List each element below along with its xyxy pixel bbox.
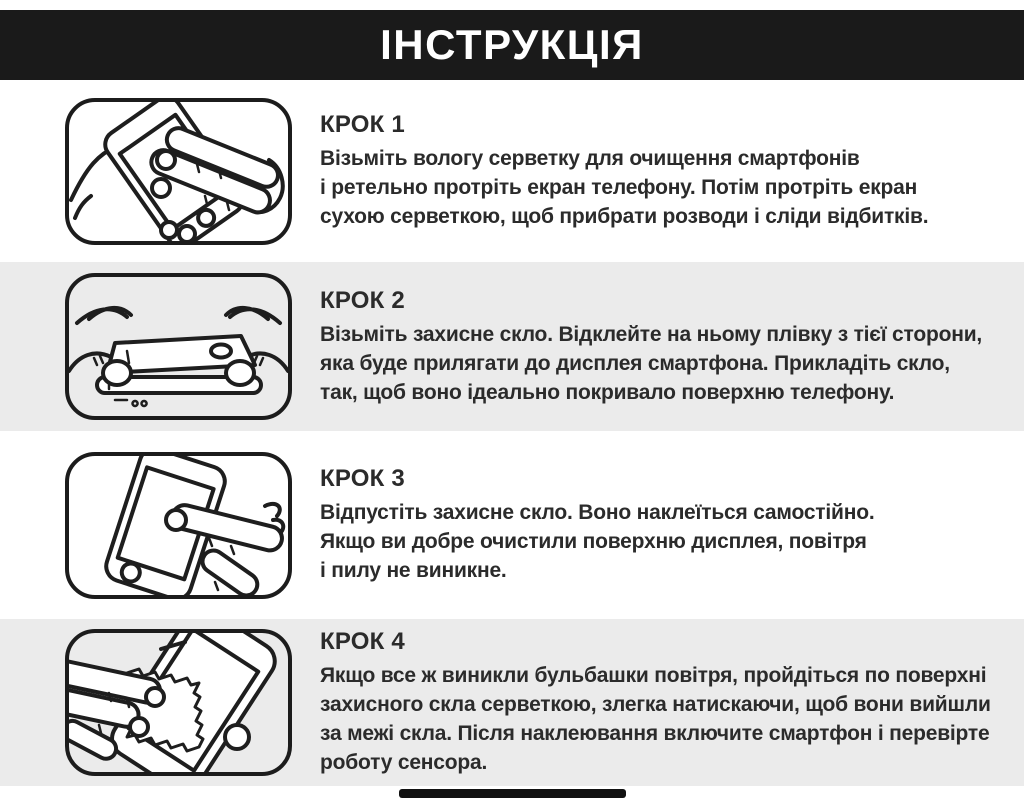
top-spacer [0, 0, 1024, 10]
step-1-line-1: Візьміть вологу серветку для очищення смартфонів [320, 147, 860, 170]
step-2-line-3: так, щоб воно ідеально покривало поверхню телефону. [320, 380, 895, 404]
step-3-line-2: Якщо ви добре очистили поверхню дисплея, повітря [320, 530, 867, 553]
align-glass-over-phone-icon [69, 277, 288, 416]
step-3-figure [65, 452, 292, 599]
step-4-figure [65, 629, 292, 776]
footer [0, 786, 1024, 800]
step-4-line-4: роботу сенсора. [320, 751, 488, 774]
wipe-phone-with-cloth-icon [69, 102, 288, 241]
step-4-section [0, 619, 1024, 786]
step-4-line-2: захисного скла серветкою, злегка натискаючи, щоб вони вийшли [320, 693, 991, 716]
step-3-line-1: Відпустіть захисне скло. Воно наклеїться самостійно. [320, 501, 875, 524]
step-3-section [0, 431, 1024, 619]
step-2-line-1: Візьміть захисне скло. Відклейте на ньому плівку з тієї сторони, [320, 322, 983, 346]
step-2-line-2: яка буде прилягати до дисплея смартфона. Прикладіть скло, [320, 351, 950, 375]
step-3-line-3: і пилу не виникне. [320, 559, 507, 582]
step-2-title: КРОК 2 [320, 286, 405, 314]
footer-bar [399, 789, 626, 798]
step-3-text [320, 465, 874, 585]
step-1-figure [65, 98, 292, 245]
step-2-text [320, 287, 982, 407]
header-bar [0, 10, 1024, 80]
step-3-title: КРОК 3 [320, 465, 405, 492]
step-1-title: КРОК 1 [320, 111, 405, 138]
step-1-line-3: сухою серветкою, щоб прибрати розводи і сліди відбитків. [320, 205, 929, 228]
step-1-text [320, 111, 928, 231]
step-2-section [0, 262, 1024, 431]
page-title: ІНСТРУКЦІЯ [380, 21, 644, 68]
step-4-text [320, 628, 991, 777]
step-4-line-1: Якщо все ж виникли бульбашки повітря, пройдіться по поверхні [320, 664, 987, 687]
smooth-bubbles-with-cloth-icon [69, 633, 288, 772]
step-1-line-2: і ретельно протріть екран телефону. Потім протріть екран [320, 176, 918, 199]
press-glass-on-screen-icon [69, 456, 288, 595]
step-4-title: КРОК 4 [320, 628, 405, 655]
step-4-line-3: за межі скла. Після наклеювання включите смартфон і перевірте [320, 722, 990, 745]
step-2-figure [65, 273, 292, 420]
step-1-section [0, 80, 1024, 262]
